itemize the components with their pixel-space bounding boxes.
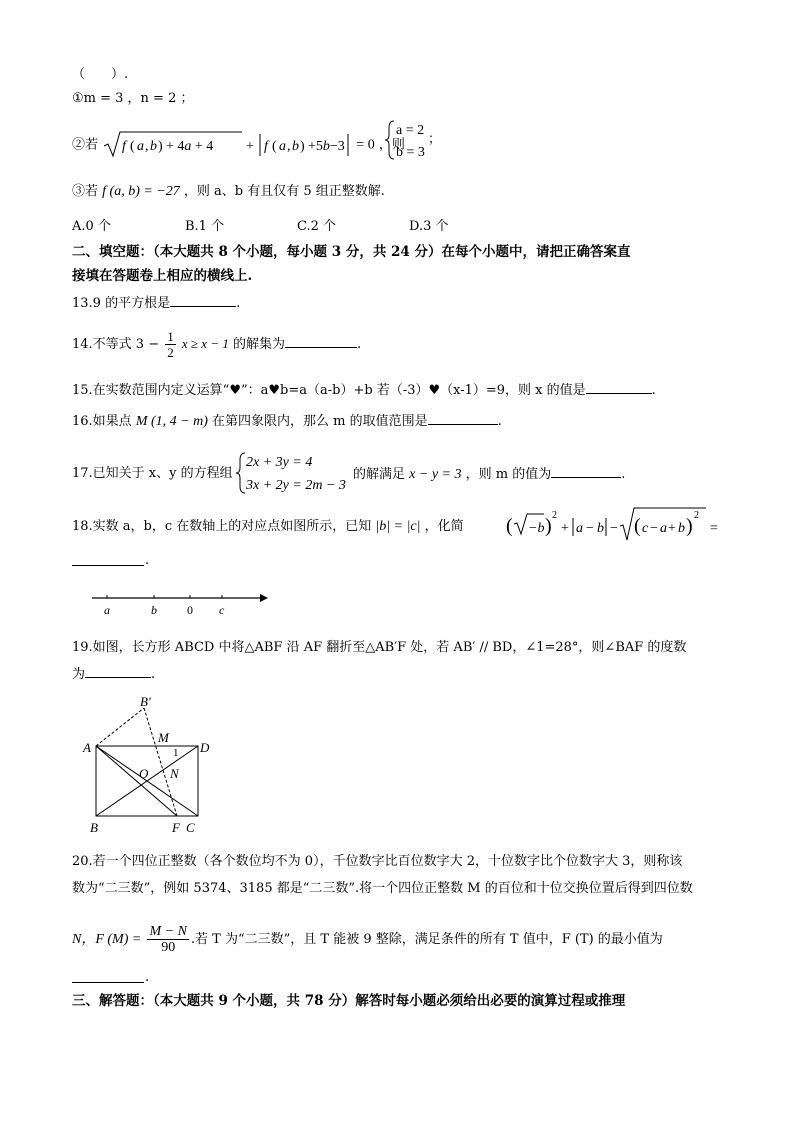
section2-heading-line1: 二、填空题：（本大题共 8 个小题，每小题 3 分，共 24 分）在每个小题中，请把正确答案直 xyxy=(72,244,631,260)
label-f: F xyxy=(172,820,180,835)
q17-eq1: 2x + 3y = 4 xyxy=(246,455,313,470)
svg-text:c: c xyxy=(642,521,649,536)
q20-line3 xyxy=(72,924,663,955)
q12-s2-sys-eq1: a = 2 xyxy=(396,123,425,138)
segment-b-prime-f xyxy=(144,708,177,816)
q14-frac-num: 1 xyxy=(167,329,174,344)
q14-fraction xyxy=(165,329,176,360)
svg-text:=: = xyxy=(710,521,718,536)
q12-s2-sys-eq2: b = 3 xyxy=(396,145,425,160)
q12-statement-1: ①m = 3 ，n = 2 ； xyxy=(72,91,194,106)
q17-cond: x − y = 3 xyxy=(409,467,462,482)
q16-answer-blank xyxy=(428,412,498,425)
label-angle-1: 1 xyxy=(173,747,179,759)
q15-answer-blank xyxy=(586,381,652,394)
q12-s3-prefix: ③若 xyxy=(72,184,99,199)
svg-text:+ 4a + 4: + 4a + 4 xyxy=(166,139,214,154)
q14 xyxy=(72,329,361,360)
q16-point: M (1, 4 − m) xyxy=(135,414,208,429)
svg-text:(: ( xyxy=(506,515,513,537)
svg-text:): ) xyxy=(545,515,552,537)
svg-text:−: − xyxy=(650,521,658,536)
q15-end: . xyxy=(651,383,656,398)
q20-line3-prefix: N，F (M) = xyxy=(72,932,142,947)
q12-statement-2: ②若 f ( a , b ) + 4a + 4 + f ( a , b ) +5b−3 = 0 ，则 xyxy=(72,130,405,160)
q18-answer-blank xyxy=(72,565,144,566)
q13-text: 13.9 的平方根是 xyxy=(72,296,171,311)
q13-answer-blank xyxy=(170,294,236,307)
label-b-prime: B′ xyxy=(140,694,151,709)
q16 xyxy=(72,412,502,431)
q17-suffix2: ，则 m 的值为 xyxy=(465,467,552,482)
svg-text:f: f xyxy=(122,139,127,154)
label-d: D xyxy=(200,740,210,755)
svg-text:b: b xyxy=(678,521,685,536)
svg-text:a: a xyxy=(279,139,287,154)
q14-answer-blank xyxy=(285,335,357,348)
q13-end: . xyxy=(236,296,241,311)
number-line xyxy=(92,590,272,618)
svg-text:(: ( xyxy=(130,139,135,154)
svg-text:−b: −b xyxy=(528,521,545,536)
number-line-arrow xyxy=(260,594,268,602)
svg-text:−: − xyxy=(586,521,594,536)
q16-suffix: 在第四象限内，那么 m 的取值范围是 xyxy=(212,414,428,429)
q16-end: . xyxy=(497,414,502,429)
q15 xyxy=(72,381,656,400)
svg-text:(: ( xyxy=(272,139,277,154)
q19-answer-blank xyxy=(85,665,151,678)
q17-suffix: 的解满足 xyxy=(353,467,406,482)
label-c: C xyxy=(186,820,195,835)
q12-paren: （ ）. xyxy=(72,67,129,82)
q18-end: . xyxy=(145,553,150,568)
q14-suffix: 的解集为 xyxy=(232,337,285,352)
figure-19 xyxy=(80,694,220,840)
q12-s2-end: ； xyxy=(428,132,442,147)
q18-prefix: 18.实数 a，b，c 在数轴上的对应点如图所示，已知 xyxy=(72,519,372,534)
label-b: B xyxy=(90,820,98,835)
section2-heading-line2: 接填在答题卷上相应的横线上. xyxy=(72,268,253,284)
q20-line2: 数为“二三数”，例如 5374、3185 都是“二三数”.将一个四位正整数 M 的百位和十位交换位置后得到四位数 xyxy=(72,881,693,896)
q19-line1: 19.如图，长方形 ABCD 中将△ABF 沿 AF 翻折至△AB′F 处，若 AB′ // BD，∠1=28°，则∠BAF 的度数 xyxy=(72,640,687,655)
q20-fraction xyxy=(147,924,188,955)
svg-text:,: , xyxy=(287,139,291,154)
svg-text:): ) xyxy=(686,515,693,537)
label-a: A xyxy=(83,740,91,755)
q20-frac-den: 90 xyxy=(161,940,176,955)
q12-s3-suffix: ，则 a、b 有且仅有 5 组正整数解. xyxy=(183,184,385,199)
q12-option-b: B.1 个 xyxy=(185,219,225,234)
label-n: N xyxy=(170,766,179,781)
svg-text:(: ( xyxy=(634,515,641,537)
q12-option-d: D.3 个 xyxy=(409,219,449,234)
svg-text:−: − xyxy=(610,521,618,536)
q12-s2-radical-expression xyxy=(102,130,352,160)
segment-af xyxy=(96,746,177,816)
label-o: O xyxy=(139,766,149,781)
q12-s2-mid: ，则 xyxy=(378,137,405,153)
number-line-label-0: 0 xyxy=(187,603,193,617)
q14-end: . xyxy=(357,337,362,352)
q20-line3-suffix: .若 T 为“二三数”，且 T 能被 9 整除，满足条件的所有 T 值中，F (T) 的最小值为 xyxy=(190,932,663,947)
svg-text:+: + xyxy=(561,521,569,536)
section3-heading: 三、解答题：（本大题共 9 个小题，共 78 分）解答时每小题必须给出必要的演算过程或推理 xyxy=(72,993,626,1009)
svg-text:+: + xyxy=(246,139,255,154)
q15-text: 15.在实数范围内定义运算“♥”：a♥b=a（a-b）+b 若（-3）♥（x-1）=9，则 x 的值是 xyxy=(72,383,586,398)
q20-line1: 20.若一个四位正整数（各个数位均不为 0），千位数字比百位数字大 2，十位数字比个位数字大 3，则称该 xyxy=(72,854,683,869)
svg-text:b: b xyxy=(292,139,300,154)
q17-end: . xyxy=(621,467,626,482)
svg-text:a: a xyxy=(660,521,667,536)
q17-prefix: 17.已知关于 x、y 的方程组 xyxy=(72,466,233,481)
number-line-label-b: b xyxy=(151,603,157,617)
q17-answer-blank xyxy=(551,465,621,478)
svg-text:+: + xyxy=(668,521,676,536)
q14-prefix: 14.不等式 3 − xyxy=(72,337,160,352)
svg-text:b: b xyxy=(597,521,604,536)
q16-prefix: 16.如果点 xyxy=(72,414,132,429)
q18-expression xyxy=(506,506,726,544)
q19-line2 xyxy=(72,665,155,684)
segment-ab-prime xyxy=(96,708,144,746)
q14-rest: x ≥ x − 1 xyxy=(181,336,229,351)
q18-cond: |b| = |c| xyxy=(375,519,421,534)
q19-end: . xyxy=(151,667,156,682)
q12-s2-prefix: ②若 xyxy=(72,137,99,153)
q12-s3-expr: f (a, b) = −27 xyxy=(102,184,180,199)
svg-text:2: 2 xyxy=(694,510,699,521)
q18 xyxy=(72,518,464,536)
q17-rest xyxy=(353,465,625,484)
svg-text:): ) xyxy=(300,139,305,154)
number-line-label-c: c xyxy=(219,603,225,617)
q14-frac-den: 2 xyxy=(167,345,174,360)
number-line-label-a: a xyxy=(104,603,110,617)
q20-frac-num: M − N xyxy=(149,924,187,939)
q17-system xyxy=(236,450,356,496)
q13 xyxy=(72,294,240,313)
svg-text:): ) xyxy=(158,139,163,154)
svg-text:,: , xyxy=(145,139,149,154)
q12-statement-3 xyxy=(72,183,385,201)
svg-text:2: 2 xyxy=(552,510,557,521)
svg-text:a: a xyxy=(576,521,583,536)
label-m: M xyxy=(158,730,169,745)
svg-text:b: b xyxy=(150,139,158,154)
q20-end: . xyxy=(145,970,150,985)
q19-line2-prefix: 为 xyxy=(72,667,86,682)
q12-option-c: C.2 个 xyxy=(297,219,337,234)
svg-text:+5b−3: +5b−3 xyxy=(308,139,345,154)
q20-answer-blank xyxy=(72,982,144,983)
svg-text:f: f xyxy=(264,139,269,154)
q17-eq2: 3x + 2y = 2m − 3 xyxy=(246,478,346,493)
q12-option-a: A.0 个 xyxy=(72,219,111,234)
svg-text:a: a xyxy=(137,139,145,154)
q18-mid: ，化简 xyxy=(424,519,464,534)
